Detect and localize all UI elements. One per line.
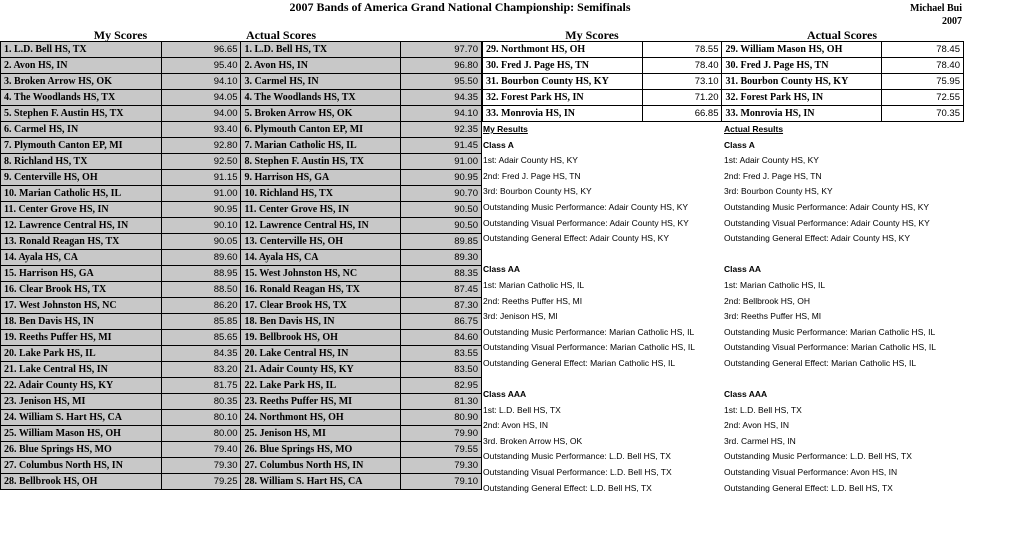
table-row (1, 122, 482, 138)
actual-school-name: 17. Clear Brook HS, TX (241, 298, 401, 314)
actual-school-name: 9. Harrison HS, GA (241, 170, 401, 186)
actual-school-name: 21. Adair County HS, KY (241, 362, 401, 378)
my-score: 79.40 (161, 442, 241, 458)
my-school-name: 2. Avon HS, IN (1, 58, 162, 74)
my-results-class-heading: Class A (483, 139, 514, 150)
table-row (1, 138, 482, 154)
author-block (880, 2, 962, 28)
my-results-line: 3rd. Broken Arrow HS, OK (483, 435, 583, 446)
my-results-line: Outstanding Visual Performance: L.D. Bell HS, TX (483, 467, 672, 478)
my-score: 80.00 (161, 426, 241, 442)
table-row (1, 474, 482, 490)
my-school-name: 9. Centerville HS, OH (1, 170, 162, 186)
actual-results-heading: Actual Results (724, 124, 784, 134)
my-results-line: 1st: Adair County HS, KY (483, 155, 578, 166)
actual-school-name: 22. Lake Park HS, IL (241, 378, 401, 394)
my-school-name: 23. Jenison HS, MI (1, 394, 162, 410)
actual-score: 83.50 (401, 362, 482, 378)
actual-score: 95.50 (401, 74, 482, 90)
my-school-name: 11. Center Grove HS, IN (1, 202, 162, 218)
my-results-line: 2nd: Fred J. Page HS, TN (483, 170, 581, 181)
my-score: 90.95 (161, 202, 241, 218)
my-results-line: 1st: L.D. Bell HS, TX (483, 404, 561, 415)
actual-school-name: 30. Fred J. Page HS, TN (722, 58, 882, 74)
actual-results-class-heading: Class AAA (724, 389, 768, 400)
page-title: 2007 Bands of America Grand National Championship: Semifinals (289, 0, 631, 14)
actual-school-name: 1. L.D. Bell HS, TX (241, 42, 401, 58)
table-row (1, 314, 482, 330)
actual-results-line: Outstanding Visual Performance: Marian Catholic HS, IL (724, 342, 936, 353)
spacer (724, 247, 964, 263)
actual-school-name: 10. Richland HS, TX (241, 186, 401, 202)
my-school-name: 28. Bellbrook HS, OH (1, 474, 162, 490)
table-row (1, 282, 482, 298)
my-results-line: 3rd: Jenison HS, MI (483, 311, 558, 322)
spacer (483, 247, 721, 263)
my-scores-header: My Scores (93, 28, 148, 42)
scores-table-right (482, 41, 964, 122)
my-school-name: 19. Reeths Puffer HS, MI (1, 330, 162, 346)
actual-school-name: 2. Avon HS, IN (241, 58, 401, 74)
table-row (1, 234, 482, 250)
actual-school-name: 7. Marian Catholic HS, IL (241, 138, 401, 154)
actual-results-line: Outstanding Visual Performance: Adair County HS, KY (724, 217, 930, 228)
table-row (1, 362, 482, 378)
table-row (1, 266, 482, 282)
actual-results-line: Outstanding Music Performance: Adair County HS, KY (724, 201, 930, 212)
my-school-name: 20. Lake Park HS, IL (1, 346, 162, 362)
my-score: 94.10 (161, 74, 241, 90)
actual-school-name: 3. Carmel HS, IN (241, 74, 401, 90)
my-school-name: 27. Columbus North HS, IN (1, 458, 162, 474)
actual-score: 83.55 (401, 346, 482, 362)
actual-school-name: 20. Lake Central HS, IN (241, 346, 401, 362)
spacer (483, 372, 721, 388)
table-row (483, 58, 964, 74)
actual-school-name: 8. Stephen F. Austin HS, TX (241, 154, 401, 170)
my-results-line: Outstanding General Effect: Marian Catholic HS, IL (483, 357, 676, 368)
my-results-line: Outstanding General Effect: Adair County HS, KY (483, 233, 669, 244)
my-score: 94.05 (161, 90, 241, 106)
my-score: 78.40 (642, 58, 722, 74)
table-row (483, 74, 964, 90)
my-results-class-heading: Class AAA (483, 389, 527, 400)
my-score: 90.05 (161, 234, 241, 250)
my-results-line: Outstanding Music Performance: L.D. Bell HS, TX (483, 451, 671, 462)
my-school-name: 13. Ronald Reagan HS, TX (1, 234, 162, 250)
actual-score: 91.00 (401, 154, 482, 170)
table-row (483, 42, 964, 58)
my-results-line: Outstanding General Effect: L.D. Bell HS, TX (483, 482, 652, 493)
actual-school-name: 13. Centerville HS, OH (241, 234, 401, 250)
actual-score: 89.85 (401, 234, 482, 250)
my-scores-header-right: My Scores (565, 28, 619, 42)
my-score: 79.25 (161, 474, 241, 490)
table-row (483, 90, 964, 106)
author-year: 2007 (942, 16, 962, 27)
my-score: 91.00 (161, 186, 241, 202)
my-school-name: 22. Adair County HS, KY (1, 378, 162, 394)
actual-results-class-heading: Class A (724, 139, 755, 150)
table-row (1, 74, 482, 90)
my-score: 84.35 (161, 346, 241, 362)
table-row (1, 90, 482, 106)
my-school-name: 16. Clear Brook HS, TX (1, 282, 162, 298)
actual-score: 79.30 (401, 458, 482, 474)
my-school-name: 5. Stephen F. Austin HS, TX (1, 106, 162, 122)
table-row (1, 394, 482, 410)
actual-score: 87.30 (401, 298, 482, 314)
actual-results-line: 3rd. Carmel HS, IN (724, 435, 796, 446)
my-score: 80.35 (161, 394, 241, 410)
table-row (1, 170, 482, 186)
actual-results-line: 3rd: Reeths Puffer HS, MI (724, 311, 822, 322)
my-results-class-heading: Class AA (483, 264, 521, 275)
my-score: 90.10 (161, 218, 241, 234)
my-score: 73.10 (642, 74, 722, 90)
actual-school-name: 16. Ronald Reagan HS, TX (241, 282, 401, 298)
actual-results-class-heading: Class AA (724, 264, 762, 275)
actual-school-name: 6. Plymouth Canton EP, MI (241, 122, 401, 138)
my-score: 83.20 (161, 362, 241, 378)
my-results-panel (483, 122, 721, 496)
actual-score: 82.95 (401, 378, 482, 394)
actual-school-name: 24. Northmont HS, OH (241, 410, 401, 426)
my-results-line: Outstanding Visual Performance: Marian Catholic HS, IL (483, 342, 695, 353)
author-name: Michael Bui (910, 3, 962, 14)
actual-score: 79.90 (401, 426, 482, 442)
actual-score: 90.95 (401, 170, 482, 186)
table-row (1, 202, 482, 218)
table-row (1, 458, 482, 474)
my-score: 88.50 (161, 282, 241, 298)
my-school-name: 4. The Woodlands HS, TX (1, 90, 162, 106)
my-score: 78.55 (642, 42, 722, 58)
actual-school-name: 4. The Woodlands HS, TX (241, 90, 401, 106)
actual-results-line: Outstanding General Effect: L.D. Bell HS, TX (724, 482, 893, 493)
my-school-name: 33. Monrovia HS, IN (483, 106, 643, 122)
actual-results-line: Outstanding Music Performance: L.D. Bell HS, TX (724, 451, 912, 462)
actual-results-panel (724, 122, 964, 496)
my-results-line: 2nd: Reeths Puffer HS, MI (483, 295, 583, 306)
actual-score: 90.50 (401, 218, 482, 234)
my-school-name: 30. Fred J. Page HS, TN (483, 58, 643, 74)
scores-table-left (0, 41, 482, 490)
my-school-name: 29. Northmont HS, OH (483, 42, 643, 58)
my-score: 79.30 (161, 458, 241, 474)
my-school-name: 15. Harrison HS, GA (1, 266, 162, 282)
actual-school-name: 33. Monrovia HS, IN (722, 106, 882, 122)
actual-score: 79.55 (401, 442, 482, 458)
actual-school-name: 11. Center Grove HS, IN (241, 202, 401, 218)
my-score: 89.60 (161, 250, 241, 266)
table-row (1, 330, 482, 346)
table-row (1, 250, 482, 266)
table-row (1, 298, 482, 314)
my-score: 85.65 (161, 330, 241, 346)
table-row (1, 186, 482, 202)
my-school-name: 10. Marian Catholic HS, IL (1, 186, 162, 202)
actual-school-name: 15. West Johnston HS, NC (241, 266, 401, 282)
my-school-name: 1. L.D. Bell HS, TX (1, 42, 162, 58)
actual-score: 70.35 (882, 106, 964, 122)
my-school-name: 25. William Mason HS, OH (1, 426, 162, 442)
my-score: 81.75 (161, 378, 241, 394)
table-row (1, 442, 482, 458)
spacer (724, 372, 964, 388)
actual-school-name: 28. William S. Hart HS, CA (241, 474, 401, 490)
actual-score: 72.55 (882, 90, 964, 106)
actual-school-name: 29. William Mason HS, OH (722, 42, 882, 58)
actual-score: 90.50 (401, 202, 482, 218)
table-row (1, 426, 482, 442)
table-row (483, 106, 964, 122)
my-school-name: 7. Plymouth Canton EP, MI (1, 138, 162, 154)
my-score: 96.65 (161, 42, 241, 58)
table-row (1, 410, 482, 426)
actual-score: 80.90 (401, 410, 482, 426)
actual-score: 84.60 (401, 330, 482, 346)
my-school-name: 14. Ayala HS, CA (1, 250, 162, 266)
actual-score: 92.35 (401, 122, 482, 138)
actual-results-line: 2nd: Bellbrook HS, OH (724, 295, 810, 306)
actual-score: 88.35 (401, 266, 482, 282)
my-school-name: 6. Carmel HS, IN (1, 122, 162, 138)
my-results-heading: My Results (483, 124, 528, 134)
my-score: 94.00 (161, 106, 241, 122)
actual-results-line: Outstanding General Effect: Marian Catholic HS, IL (724, 357, 917, 368)
actual-school-name: 12. Lawrence Central HS, IN (241, 218, 401, 234)
actual-school-name: 14. Ayala HS, CA (241, 250, 401, 266)
actual-score: 75.95 (882, 74, 964, 90)
actual-results-line: Outstanding General Effect: Adair County HS, KY (724, 233, 910, 244)
my-results-line: 3rd: Bourbon County HS, KY (483, 186, 592, 197)
actual-score: 94.10 (401, 106, 482, 122)
actual-score: 94.35 (401, 90, 482, 106)
actual-results-line: 1st: Adair County HS, KY (724, 155, 819, 166)
actual-school-name: 19. Bellbrook HS, OH (241, 330, 401, 346)
actual-scores-header-right: Actual Scores (806, 28, 878, 42)
actual-school-name: 31. Bourbon County HS, KY (722, 74, 882, 90)
actual-results-line: 1st: Marian Catholic HS, IL (724, 279, 826, 290)
my-results-line: 1st: Marian Catholic HS, IL (483, 279, 585, 290)
my-score: 91.15 (161, 170, 241, 186)
actual-school-name: 26. Blue Springs HS, MO (241, 442, 401, 458)
actual-school-name: 27. Columbus North HS, IN (241, 458, 401, 474)
actual-score: 87.45 (401, 282, 482, 298)
my-school-name: 26. Blue Springs HS, MO (1, 442, 162, 458)
actual-scores-header: Actual Scores (245, 28, 317, 42)
my-results-line: Outstanding Music Performance: Marian Catholic HS, IL (483, 326, 695, 337)
actual-score: 97.70 (401, 42, 482, 58)
my-score: 86.20 (161, 298, 241, 314)
my-school-name: 32. Forest Park HS, IN (483, 90, 643, 106)
actual-results-line: 2nd: Fred J. Page HS, TN (724, 170, 822, 181)
table-row (1, 346, 482, 362)
actual-results-line: 2nd: Avon HS, IN (724, 420, 790, 431)
actual-score: 91.45 (401, 138, 482, 154)
table-row (1, 154, 482, 170)
my-score: 88.95 (161, 266, 241, 282)
my-school-name: 24. William S. Hart HS, CA (1, 410, 162, 426)
table-row (1, 106, 482, 122)
my-results-line: 2nd: Avon HS, IN (483, 420, 549, 431)
actual-school-name: 32. Forest Park HS, IN (722, 90, 882, 106)
my-score: 92.80 (161, 138, 241, 154)
my-score: 85.85 (161, 314, 241, 330)
my-results-line: Outstanding Music Performance: Adair County HS, KY (483, 201, 689, 212)
actual-school-name: 23. Reeths Puffer HS, MI (241, 394, 401, 410)
my-score: 80.10 (161, 410, 241, 426)
actual-score: 78.45 (882, 42, 964, 58)
actual-score: 86.75 (401, 314, 482, 330)
my-score: 92.50 (161, 154, 241, 170)
actual-school-name: 18. Ben Davis HS, IN (241, 314, 401, 330)
my-score: 95.40 (161, 58, 241, 74)
actual-school-name: 5. Broken Arrow HS, OK (241, 106, 401, 122)
my-school-name: 31. Bourbon County HS, KY (483, 74, 643, 90)
my-results-line: Outstanding Visual Performance: Adair County HS, KY (483, 217, 689, 228)
my-school-name: 17. West Johnston HS, NC (1, 298, 162, 314)
actual-score: 90.70 (401, 186, 482, 202)
actual-score: 79.10 (401, 474, 482, 490)
actual-results-line: 3rd: Bourbon County HS, KY (724, 186, 833, 197)
my-school-name: 18. Ben Davis HS, IN (1, 314, 162, 330)
actual-results-line: 1st: L.D. Bell HS, TX (724, 404, 802, 415)
my-school-name: 12. Lawrence Central HS, IN (1, 218, 162, 234)
actual-score: 89.30 (401, 250, 482, 266)
my-score: 93.40 (161, 122, 241, 138)
table-row (1, 42, 482, 58)
actual-results-line: Outstanding Visual Performance: Avon HS, IN (724, 467, 898, 478)
actual-results-line: Outstanding Music Performance: Marian Catholic HS, IL (724, 326, 936, 337)
actual-school-name: 25. Jenison HS, MI (241, 426, 401, 442)
actual-score: 96.80 (401, 58, 482, 74)
my-school-name: 3. Broken Arrow HS, OK (1, 74, 162, 90)
my-score: 71.20 (642, 90, 722, 106)
my-school-name: 21. Lake Central HS, IN (1, 362, 162, 378)
table-row (1, 218, 482, 234)
actual-score: 81.30 (401, 394, 482, 410)
actual-score: 78.40 (882, 58, 964, 74)
my-school-name: 8. Richland HS, TX (1, 154, 162, 170)
table-row (1, 378, 482, 394)
table-row (1, 58, 482, 74)
my-score: 66.85 (642, 106, 722, 122)
